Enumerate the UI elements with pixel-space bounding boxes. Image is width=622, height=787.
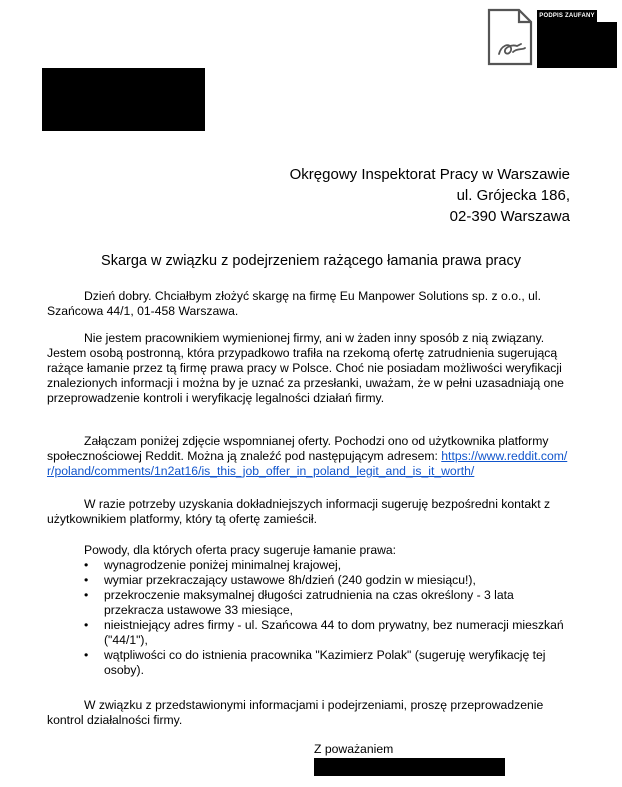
recipient-city: 02-390 Warszawa [449,208,570,225]
closing-salutation: Z poważaniem [314,742,394,756]
list-item: • przekroczenie maksymalnej długości zatrudnienia na czas określony - 3 lata przekracza ustawowe 33 miesiące, [84,588,569,618]
redacted-sender-block [42,68,205,131]
paragraph-attachment [47,434,569,479]
list-item: • wynagrodzenie poniżej minimalnej krajowej, [84,558,569,573]
paragraph-request: W związku z przedstawionymi informacjami i podejrzeniami, proszę przeprowadzenie kontrol działalności firmy. [47,698,544,727]
reasons-list [84,558,569,678]
recipient-street: ul. Grójecka 186, [456,187,570,204]
signed-document-icon [487,8,533,66]
redacted-signer-block [537,22,617,68]
redacted-signature [314,758,505,776]
list-item: • wątpliwości co do istnienia pracownika "Kazimierz Polak" (sugeruję weryfikację tej osoby). [84,648,569,678]
paragraph-complaint: Dzień dobry. Chciałbym złożyć skargę na firmę Eu Manpower Solutions sp. z o.o., ul. Szańcowa 44/1, 01-458 Warszawa. [47,289,542,318]
recipient-name: Okręgowy Inspektorat Pracy w Warszawie [289,166,570,183]
signature-badge: PODPIS ZAUFANY [537,10,597,22]
reddit-link[interactable]: https://www.reddit.com/r/poland/comments/1n2at16/is_this_job_offer_in_poland_legit_and_is_it_worth/ [47,449,568,478]
reasons-intro: Powody, dla których oferta pracy sugeruje łamanie prawa: [84,543,397,557]
paragraph-contact: W razie potrzeby uzyskania dokładniejszych informacji sugeruję bezpośredni kontakt z użytkownikiem platformy, który tą ofertę zamieścił. [47,497,551,526]
recipient-address [290,164,570,227]
paragraph-context: Nie jestem pracownikiem wymienionej firmy, ani w żaden inny sposób z nią związany. Jestem osobą postronną, która przypadkowo trafiła na rzekomą ofertę zatrudnienia sugerującą rażące łamanie przez tą firmę prawa pracy w Polsce. Choć nie posiadam możliwości weryfikacji znalezionych informacji i można by je uznać za przesłanki, uważam, że w pełni uzasadniają one przeprowadzenie kontroli i weryfikację legalności działań firmy. [47,331,564,405]
list-item: • wymiar przekraczający ustawowe 8h/dzień (240 godzin w miesiącu!), [84,573,569,588]
paragraph-attachment-text: Załączam poniżej zdjęcie wspomnianej oferty. Pochodzi ono od użytkownika platformy społecznościowej Reddit. Można ją znaleźć pod następującym adresem: [47,434,549,463]
letter-subject: Skarga w związku z podejrzeniem rażącego łamania prawa pracy [101,253,521,269]
list-item: • nieistniejący adres firmy - ul. Szańcowa 44 to dom prywatny, bez numeracji mieszkań ("44/1"), [84,618,569,648]
